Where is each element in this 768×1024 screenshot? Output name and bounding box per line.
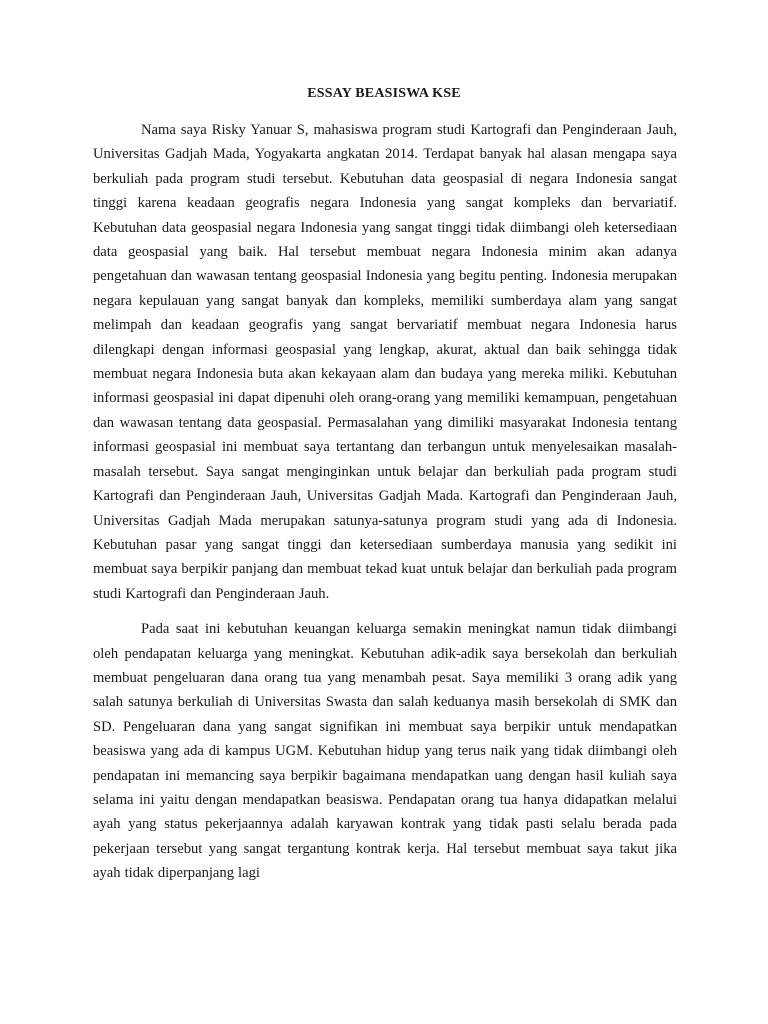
paragraph-2: Pada saat ini kebutuhan keuangan keluarga semakin meningkat namun tidak diimbangi oleh pendapatan keluarga yang meningkat. Kebutuhan adik-adik saya bersekolah dan berkuliah membuat pengeluaran dana orang tua yang menambah pesat. Saya memiliki 3 orang adik yang salah satunya berkuliah di Universitas Swasta dan salah keduanya masih bersekolah di SMK dan SD. Pengeluaran dana yang sangat signifikan ini membuat saya berpikir untuk mendapatkan beasiswa yang ada di kampus UGM. Kebutuhan hidup yang terus naik yang tidak diimbangi oleh pendapatan ini memancing saya berpikir bagaimana mendapatkan uang dengan hasil kuliah saya selama ini yaitu dengan mendapatkan beasiswa. Pendapatan orang tua hanya didapatkan melalui ayah yang status pekerjaannya adalah karyawan kontrak yang tidak pasti selalu berada pada pekerjaan tersebut yang sangat tergantung kontrak kerja. Hal tersebut membuat saya takut jika ayah tidak diperpanjang lagi xyxy=(93,621,677,882)
paragraph-1: Nama saya Risky Yanuar S, mahasiswa program studi Kartografi dan Penginderaan Jauh, Universitas Gadjah Mada, Yogyakarta angkatan 2014. Terdapat banyak hal alasan mengapa saya berkuliah pada program studi tersebut. Kebutuhan data geospasial di negara Indonesia sangat tinggi karena keadaan geografis negara Indonesia yang sangat kompleks dan bervariatif. Kebutuhan data geospasial negara Indonesia yang sangat tinggi tidak diimbangi oleh ketersediaan data geospasial yang baik. Hal tersebut membuat negara Indonesia minim akan adanya pengetahuan dan wawasan tentang geospasial Indonesia yang begitu penting. Indonesia merupakan negara kepulauan yang sangat banyak dan kompleks, memiliki sumberdaya alam yang sangat melimpah dan keadaan geografis yang sangat bervariatif membuat negara Indonesia harus dilengkapi dengan informasi geospasial yang lengkap, akurat, aktual dan baik sehingga tidak membuat negara Indonesia buta akan kekayaan alam dan budaya yang mereka miliki. Kebutuhan informasi geospasial ini dapat dipenuhi oleh orang-orang yang memiliki kemampuan, pengetahuan dan wawasan tentang data geospasial. Permasalahan yang dimiliki masyarakat Indonesia tentang informasi geospasial ini membuat saya tertantang dan terbangun untuk menyelesaikan masalah-masalah tersebut. Saya sangat menginginkan untuk belajar dan berkuliah pada program studi Kartografi dan Penginderaan Jauh, Universitas Gadjah Mada. Kartografi dan Penginderaan Jauh, Universitas Gadjah Mada merupakan satunya-satunya program studi yang ada di Indonesia. Kebutuhan pasar yang sangat tinggi dan ketersediaan sumberdaya manusia yang sedikit ini membuat saya berpikir panjang dan membuat tekad kuat untuk belajar dan berkuliah pada program studi Kartografi dan Penginderaan Jauh. xyxy=(93,122,677,602)
essay-title: ESSAY BEASISWA KSE xyxy=(307,86,461,101)
essay-body xyxy=(93,118,677,886)
